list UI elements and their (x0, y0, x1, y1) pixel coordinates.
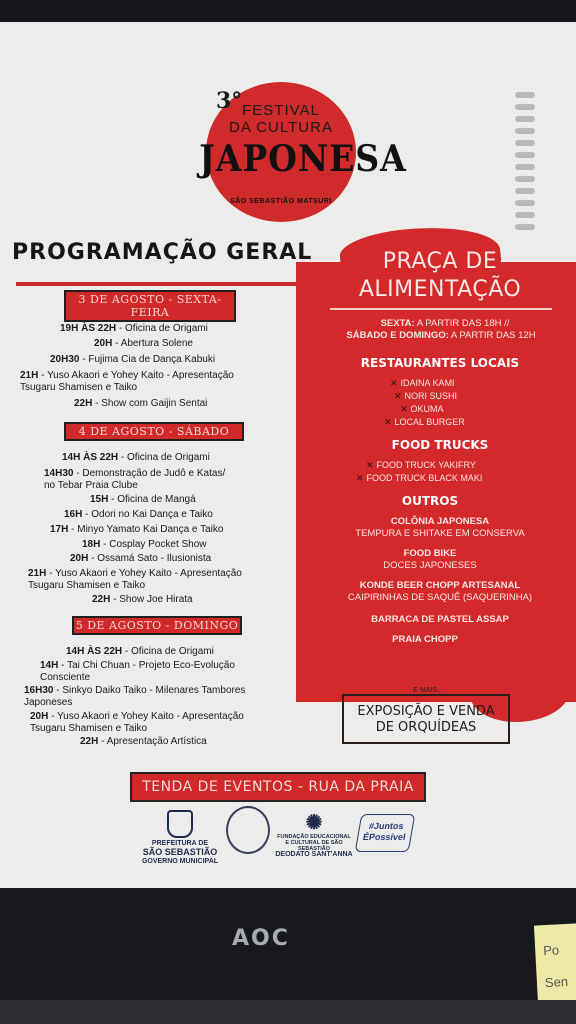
festival-logo (199, 82, 407, 222)
event-row: 18H - Cosplay Pocket Show (82, 539, 207, 550)
food-trucks-title: FOOD TRUCKS (391, 438, 489, 452)
event-row: Consciente (40, 672, 91, 683)
hours-weekend: SÁBADO E DOMINGO: A PARTIR DAS 12H (346, 330, 536, 341)
event-row: no Tebar Praia Clube (44, 480, 138, 491)
festival-label: FESTIVAL DA CULTURA (229, 102, 333, 136)
exposicao-box (342, 687, 510, 744)
outros-item: COLÔNIA JAPONESA TEMPURA E SHITAKE EM CONSERVA (355, 516, 525, 539)
monitor-top-bezel (0, 0, 576, 24)
event-row: 19H ÀS 22H - Oficina de Origami (60, 323, 208, 334)
tenda-banner: TENDA DE EVENTOS - RUA DA PRAIA (130, 772, 426, 802)
event-row: 16H30 - Sinkyo Daiko Taiko - Milenares Tambores (24, 685, 246, 696)
restaurant-item: ✕ NORI SUSHI (394, 391, 458, 401)
event-row: Tsugaru Shamisen e Taiko (30, 723, 148, 734)
festival-title: JAPONESA (199, 138, 407, 180)
event-row: 14H - Tai Chi Chuan - Projeto Eco-Evolução (40, 660, 235, 671)
truck-item: ✕ FOOD TRUCK YAKIFRY (366, 460, 476, 470)
event-row: Tsugaru Shamisen e Taiko (28, 580, 146, 591)
restaurant-item: ✕ OKUMA (400, 404, 444, 414)
event-row: 20H - Ossamá Sato - Ilusionista (70, 553, 212, 564)
event-row: 22H - Apresentação Artística (80, 736, 207, 747)
monitor-brand-logo: AOC (232, 926, 290, 951)
outros-item: FOOD BIKE DOCES JAPONESES (383, 548, 477, 571)
hours-friday: SEXTA: A PARTIR DAS 18H // (380, 318, 510, 329)
prefeitura-logo: PREFEITURA DE SÃO SEBASTIÃO GOVERNO MUNICIPAL (140, 810, 220, 866)
outros-item: KONDE BEER CHOPP ARTESANAL CAIPIRINHAS DE SAQUÊ (SAQUERINHA) (347, 580, 533, 603)
event-row: 22H - Show Joe Hirata (92, 594, 193, 605)
outros-item: BARRACA DE PASTEL ASSAP (371, 614, 509, 625)
programacao-title: PROGRAMAÇÃO GERAL (12, 240, 313, 265)
e-mais-label: E MAIS... (413, 687, 443, 694)
x-mark-icon: ✕ (384, 417, 392, 427)
event-row: 20H - Yuso Akaori e Yohey Kaito - Apresentação (30, 711, 244, 722)
event-row: 14H ÀS 22H - Oficina de Origami (62, 452, 210, 463)
event-row: Tsugaru Shamisen e Taiko (20, 382, 138, 393)
anniversary-emblem-icon (226, 806, 270, 854)
outros-item: PRAIA CHOPP (392, 634, 458, 645)
day-header-1: 3 DE AGOSTO - SEXTA-FEIRA (64, 290, 236, 322)
x-mark-icon: ✕ (394, 391, 402, 401)
day-header-2: 4 DE AGOSTO - SÁBADO (64, 422, 244, 441)
event-row: 14H30 - Demonstração de Judô e Katas/ (44, 468, 226, 479)
event-row: 15H - Oficina de Mangá (90, 494, 196, 505)
x-mark-icon: ✕ (390, 378, 398, 388)
event-row: 20H - Abertura Solene (94, 338, 193, 349)
event-row: 14H ÀS 22H - Oficina de Origami (66, 646, 214, 657)
star-emblem-icon: ✺ (305, 812, 323, 834)
event-row: 22H - Show com Gaijin Sentai (74, 398, 208, 409)
sticky-note: Po Sen (534, 922, 576, 1005)
pagoda-tower-graphic (515, 92, 535, 252)
outros-title: OUTROS (401, 494, 459, 508)
praca-divider (330, 308, 552, 310)
truck-item: ✕ FOOD TRUCK BLACK MAKI (356, 473, 483, 483)
fundacao-logo: ✺ FUNDAÇÃO EDUCACIONAL E CULTURAL DE SÃO SEBASTIÃO DEODATO SANT'ANNA (272, 812, 356, 858)
edition-number: 3° (216, 88, 243, 114)
exposicao-text: EXPOSIÇÃO E VENDA DE ORQUÍDEAS (357, 704, 495, 735)
event-row: 16H - Odori no Kai Dança e Taiko (64, 509, 213, 520)
restaurant-item: ✕ LOCAL BURGER (384, 417, 465, 427)
title-underline (16, 282, 298, 286)
event-row: 20H30 - Fujima Cia de Dança Kabuki (50, 354, 216, 365)
festival-subtitle: SÃO SEBASTIÃO MATSURI (230, 198, 332, 205)
restaurantes-title: RESTAURANTES LOCAIS (360, 356, 520, 370)
crest-icon (167, 810, 193, 838)
event-row: 21H - Yuso Akaori e Yohey Kaito - Apresentação (28, 568, 242, 579)
event-row: 17H - Minyo Yamato Kai Dança e Taiko (50, 524, 224, 535)
juntos-badge: #Juntos ÉPossível (355, 814, 416, 852)
event-row: 21H - Yuso Akaori e Yohey Kaito - Apresentação (20, 370, 234, 381)
x-mark-icon: ✕ (400, 404, 408, 414)
praca-title: PRAÇA DE ALIMENTAÇÃO (358, 249, 522, 302)
desk-edge (0, 1000, 576, 1024)
event-row: Japoneses (24, 697, 73, 708)
x-mark-icon: ✕ (356, 473, 364, 483)
day-header-3: 5 DE AGOSTO - DOMINGO (72, 616, 242, 635)
restaurant-item: ✕ IDAINA KAMI (390, 378, 455, 388)
x-mark-icon: ✕ (366, 460, 374, 470)
